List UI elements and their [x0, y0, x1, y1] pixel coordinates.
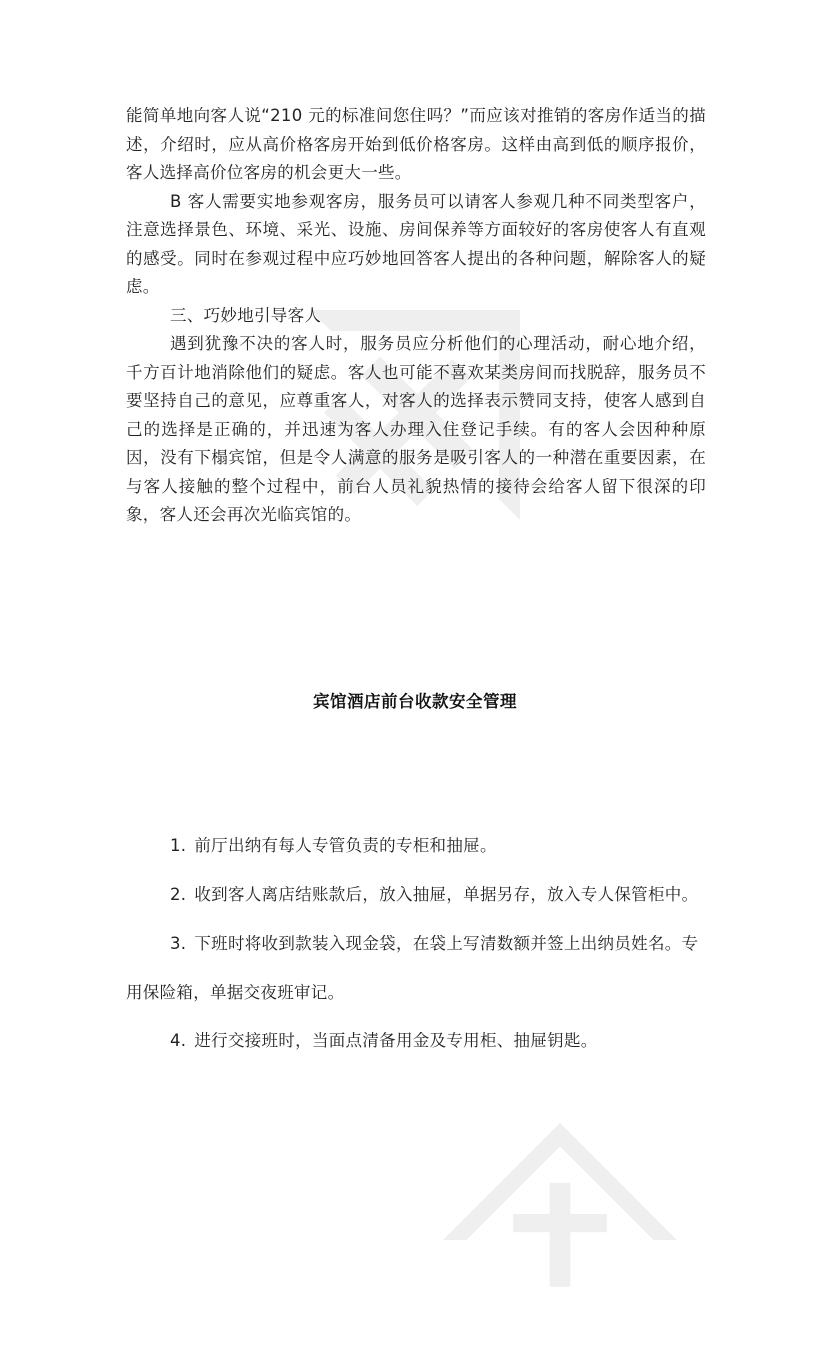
- body-text-top: [126, 102, 706, 530]
- list-item: [126, 930, 706, 958]
- watermark-logo-icon: [430, 1110, 690, 1370]
- list-item-number: 4.: [170, 1031, 187, 1050]
- document-title: 宾馆酒店前台收款安全管理: [313, 692, 517, 711]
- list-item-continuation: 用保险箱，单据交夜班审记。: [126, 983, 345, 1002]
- list-item-text: 下班时将收到款装入现金袋，在袋上写清数额并签上出纳员姓名。专: [194, 934, 699, 953]
- list-item-number: 1.: [170, 836, 187, 855]
- paragraph-room-visit: B 客人需要实地参观客房，服务员可以请客人参观几种不同类型客户，注意选择景色、环境、采光、设施、房间保养等方面较好的客房使客人有直观的感受。同时在参观过程中应巧妙地回答客人提出的各种问题，解除客人的疑虑。: [126, 191, 706, 296]
- list-item-text: 收到客人离店结账款后，放入抽屉，单据另存，放入专人保管柜中。: [194, 885, 699, 904]
- list-item-text: 进行交接班时，当面点清备用金及专用柜、抽屉钥匙。: [194, 1031, 598, 1050]
- intro-paragraph: 能简单地向客人说“210 元的标准间您住吗？”而应该对推销的客房作适当的描述，介绍时，应从高价格客房开始到低价格客房。这样由高到低的顺序报价，客人选择高价位客房的机会更大一些。: [126, 106, 706, 182]
- section-heading: 三、巧妙地引导客人: [170, 305, 322, 325]
- list-item: [126, 832, 706, 860]
- paragraph-guide-guests: 遇到犹豫不决的客人时，服务员应分析他们的心理活动，耐心地介绍，千方百计地消除他们的疑虑。客人也可能不喜欢某类房间而找脱辞，服务员不要坚持自己的意见，应尊重客人，对客人的选择表示赞同支持，使客人感到自己的选择是正确的，并迅速为客人办理入住登记手续。有的客人会因种种原因，没有下榻宾馆，但是令人满意的服务是吸引客人的一种潜在重要因素，在与客人接触的整个过程中，前台人员礼貌热情的接待会给客人留下很深的印象，客人还会再次光临宾馆的。: [126, 334, 706, 524]
- list-item: [126, 881, 706, 909]
- list-item: [126, 1027, 706, 1055]
- list-item-number: 3.: [170, 934, 187, 953]
- list-item-text: 前厅出纳有每人专管负责的专柜和抽屉。: [194, 836, 497, 855]
- list-item-number: 2.: [170, 885, 187, 904]
